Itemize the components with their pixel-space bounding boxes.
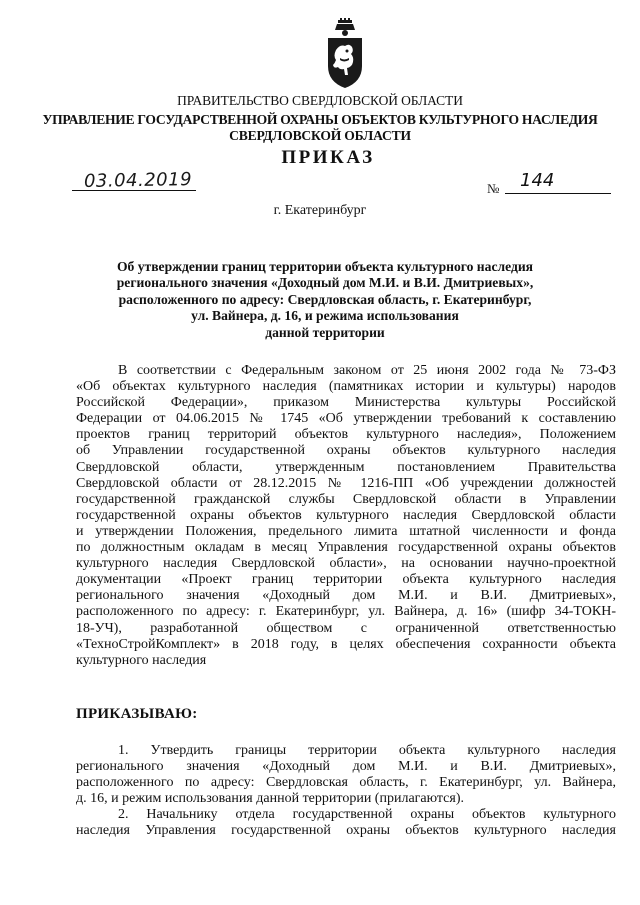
preamble-line: государственной гражданской службы Свердловской области в Управлении xyxy=(76,491,616,507)
title-line: Об утверждении границ территории объекта культурного наследия xyxy=(116,259,534,274)
preamble-line: 18-УЧ), разработанной обществом с ограниченной ответственностью xyxy=(76,620,616,636)
order-title xyxy=(100,259,550,341)
number-underline xyxy=(505,193,611,194)
preamble-line: культурного наследия xyxy=(76,652,207,668)
preamble-line: «Об объектах культурного наследия (памятниках истории и культуры) народов xyxy=(76,379,616,395)
preamble-line: проектов границ территорий объектов культурного наследия», Положением xyxy=(76,427,616,443)
order-item-line: 1. Утвердить границы территории объекта культурного наследия xyxy=(118,743,616,758)
title-line: ул. Вайнера, д. 16, и режима использования xyxy=(191,308,459,324)
title-line: расположенного по адресу: Свердловская область, г. Екатеринбург, xyxy=(118,291,532,307)
preamble-line: расположенного по адресу: г. Екатеринбург, ул. Вайнера, д. 16» (шифр 34-ТОКН- xyxy=(76,604,616,620)
government-name: ПРАВИТЕЛЬСТВО СВЕРДЛОВСКОЙ ОБЛАСТИ xyxy=(177,93,463,108)
preamble-line: документации «Проект границ территории объекта культурного наследия xyxy=(76,572,616,588)
coat-of-arms-emblem xyxy=(324,18,366,92)
city-name: г. Екатеринбург xyxy=(273,203,367,218)
order-directive-heading: ПРИКАЗЫВАЮ: xyxy=(76,706,198,722)
preamble-line: Свердловской области от 28.12.2015 № 1216-ПП «Об учреждении должностей xyxy=(76,475,616,491)
order-item-line: наследия Управления государственной охраны объектов культурного наследия xyxy=(76,823,616,839)
order-item-line: 2. Начальнику отдела государственной охраны объектов культурного xyxy=(118,807,616,823)
order-item-line: д. 16, и режим использования данной территории (прилагаются). xyxy=(76,791,464,807)
order-number-handwritten: 144 xyxy=(520,170,555,191)
preamble-line: об Управлении государственной охраны объектов культурного наследия xyxy=(76,443,616,459)
agency-name-line2: СВЕРДЛОВСКОЙ ОБЛАСТИ xyxy=(229,128,411,143)
preamble-line: государственной охраны объектов культурного наследия Свердловской области xyxy=(76,507,616,523)
preamble-line: Федерации от 04.06.2015 № 1745 «Об утверждении требований к составлению xyxy=(76,411,616,427)
preamble-line: по должностным окладам в месяц Управления государственной охраны объектов xyxy=(76,540,616,556)
preamble-paragraph xyxy=(76,363,616,669)
preamble-line: «ТехноСтройКомплект» в 2018 году, в целях обеспечения сохранности объекта xyxy=(76,636,616,652)
preamble-line: Российской Федерации», приказом Министерства культуры Российской xyxy=(76,395,616,411)
preamble-line: регионального значения «Доходный дом М.И. и В.И. Дмитриевых», xyxy=(76,588,616,604)
preamble-line: Свердловской области, утвержденным постановлением Правительства xyxy=(76,459,616,475)
number-label: № xyxy=(487,181,500,196)
order-items xyxy=(76,743,616,840)
date-underline xyxy=(72,190,196,191)
order-item-line: регионального значения «Доходный дом М.И. и В.И. Дмитриевых», xyxy=(76,759,616,775)
title-line: данной территории xyxy=(265,324,385,340)
preamble-line: В соответствии с Федеральным законом от 25 июня 2002 года № 73-ФЗ xyxy=(118,363,616,378)
agency-name-line1: УПРАВЛЕНИЕ ГОСУДАРСТВЕННОЙ ОХРАНЫ ОБЪЕКТОВ КУЛЬТУРНОГО НАСЛЕДИЯ xyxy=(42,112,598,127)
document-type-heading: ПРИКАЗ xyxy=(281,147,375,168)
preamble-line: и утверждении Положения, предельного лимита штатной численности и фонда xyxy=(76,523,616,539)
title-line: регионального значения «Доходный дом М.И. и В.И. Дмитриевых», xyxy=(116,275,534,291)
order-date-handwritten: 03.04.2019 xyxy=(83,169,193,192)
preamble-line: культурного наследия Свердловской области», на основании научно-проектной xyxy=(76,556,616,572)
order-item-line: расположенного по адресу: Свердловская область, г. Екатеринбург, ул. Вайнера, xyxy=(76,775,616,791)
